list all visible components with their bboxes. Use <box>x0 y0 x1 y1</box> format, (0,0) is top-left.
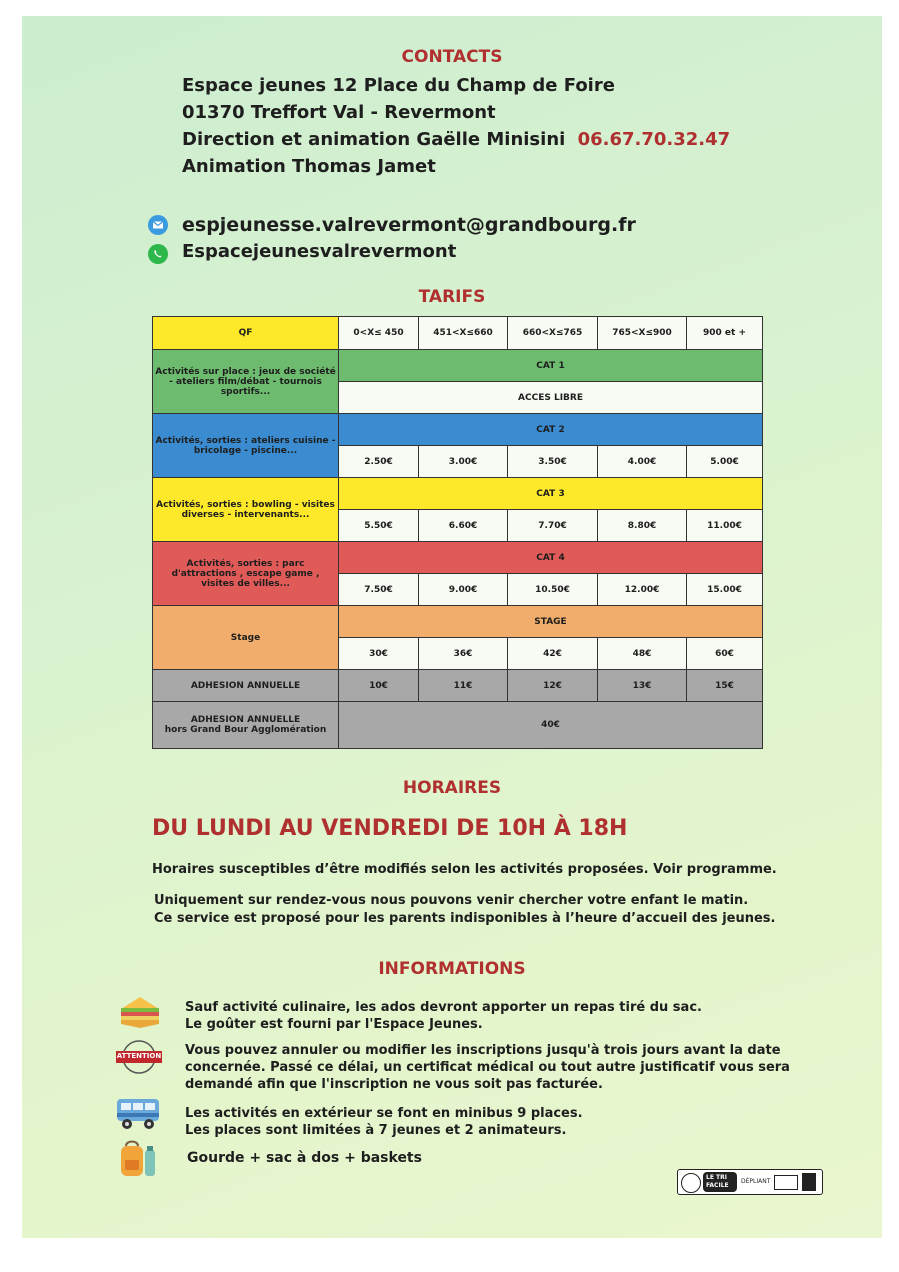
whatsapp-icon <box>148 244 168 264</box>
bracket-header: 660<X≤765 <box>508 317 598 350</box>
tri-badge <box>703 1172 737 1192</box>
category-cell: CAT 1 <box>339 350 763 382</box>
direction-phone[interactable]: 06.67.70.32.47 <box>577 129 731 150</box>
price-cell: 7.50€ <box>339 574 419 606</box>
depliant-label: DÉPLIANT <box>741 1178 771 1185</box>
price-cell: 36€ <box>419 638 508 670</box>
table-header-row <box>153 317 763 350</box>
price-cell: 13€ <box>598 670 687 702</box>
price-cell: 11€ <box>419 670 508 702</box>
price-cell: 9.00€ <box>419 574 508 606</box>
activity-cell: Activités, sorties : ateliers cuisine - bricolage - piscine... <box>153 414 339 478</box>
bracket-header: 765<X≤900 <box>598 317 687 350</box>
sandwich-icon <box>117 991 163 1031</box>
price-cell: 10.50€ <box>508 574 598 606</box>
price-cell: 11.00€ <box>687 510 763 542</box>
price-cell: 8.80€ <box>598 510 687 542</box>
triman-logo <box>677 1169 823 1195</box>
table-row <box>153 414 763 446</box>
bus-line-1: Les activités en extérieur se font en minibus 9 places. <box>185 1106 583 1121</box>
rdv-line-2: Ce service est proposé pour les parents indisponibles à l’heure d’accueil des jeunes. <box>154 911 776 926</box>
repas-line-1: Sauf activité culinaire, les ados devront apporter un repas tiré du sac. <box>185 1000 702 1015</box>
table-row <box>153 670 763 702</box>
price-cell: 42€ <box>508 638 598 670</box>
qf-header: QF <box>153 317 339 350</box>
adhesion-label: ADHESION ANNUELLE <box>153 670 339 702</box>
table-row <box>153 606 763 638</box>
price-cell: 15€ <box>687 670 763 702</box>
table-row <box>153 702 763 749</box>
bus-line-2: Les places sont limitées à 7 jeunes et 2 animateurs. <box>185 1123 567 1138</box>
category-cell: CAT 2 <box>339 414 763 446</box>
activity-cell: Stage <box>153 606 339 670</box>
tri-label-1: LE TRI <box>706 1174 727 1181</box>
category-cell: CAT 3 <box>339 478 763 510</box>
adhesion-hors-line-1: ADHESION ANNUELLE <box>190 715 301 725</box>
price-cell: 7.70€ <box>508 510 598 542</box>
price-cell: 48€ <box>598 638 687 670</box>
attention-icon <box>114 1039 164 1075</box>
email-link[interactable]: espjeunesse.valrevermont@grandbourg.fr <box>182 214 636 236</box>
bracket-header: 900 et + <box>687 317 763 350</box>
bracket-header: 451<X≤660 <box>419 317 508 350</box>
price-cell: 2.50€ <box>339 446 419 478</box>
price-cell: 4.00€ <box>598 446 687 478</box>
adhesion-hors-price: 40€ <box>339 702 763 749</box>
tri-label-2: FACILE <box>706 1182 729 1189</box>
activity-cell: Activités, sorties : bowling - visites diverses - intervenants... <box>153 478 339 542</box>
price-cell: 3.50€ <box>508 446 598 478</box>
triman-icon <box>681 1173 701 1193</box>
annul-line-3: demandé afin que l'inscription ne vous soit pas facturée. <box>185 1077 603 1092</box>
adhesion-hors-label <box>153 702 339 749</box>
category-cell: CAT 4 <box>339 542 763 574</box>
rdv-line-1: Uniquement sur rendez-vous nous pouvons venir chercher votre enfant le matin. <box>154 893 749 908</box>
tarifs-heading: TARIFS <box>418 287 486 307</box>
adhesion-hors-line-2: hors Grand Bour Agglomération <box>164 725 327 735</box>
minibus-icon <box>114 1095 162 1133</box>
table-row <box>153 542 763 574</box>
paper-icon <box>774 1175 798 1190</box>
activity-cell: Activités, sorties : parc d'attractions , escape game , visites de villes... <box>153 542 339 606</box>
bracket-header: 0<X≤ 450 <box>339 317 419 350</box>
acces-libre-cell: ACCES LIBRE <box>339 382 763 414</box>
annul-line-2: concernée. Passé ce délai, un certificat médical ou tout autre justificatif vous sera <box>185 1060 790 1075</box>
activity-cell: Activités sur place : jeux de société - ateliers film/débat - tournois sportifs... <box>153 350 339 414</box>
price-cell: 15.00€ <box>687 574 763 606</box>
annul-line-1: Vous pouvez annuler ou modifier les inscriptions jusqu'à trois jours avant la date <box>185 1043 781 1058</box>
address-line-1: Espace jeunes 12 Place du Champ de Foire <box>182 75 615 96</box>
price-cell: 60€ <box>687 638 763 670</box>
repas-line-2: Le goûter est fourni par l'Espace Jeunes. <box>185 1017 483 1032</box>
price-cell: 5.50€ <box>339 510 419 542</box>
price-cell: 30€ <box>339 638 419 670</box>
contacts-heading: CONTACTS <box>401 47 503 67</box>
mail-icon <box>148 215 168 235</box>
price-cell: 3.00€ <box>419 446 508 478</box>
flyer-page <box>22 16 882 1238</box>
horaires-note: Horaires susceptibles d’être modifiés selon les activités proposées. Voir programme. <box>152 862 777 877</box>
price-cell: 12.00€ <box>598 574 687 606</box>
informations-heading: INFORMATIONS <box>378 959 526 979</box>
backpack-icon <box>117 1136 161 1180</box>
price-cell: 5.00€ <box>687 446 763 478</box>
whatsapp-handle[interactable]: Espacejeunesvalrevermont <box>182 241 457 262</box>
price-cell: 12€ <box>508 670 598 702</box>
address-line-2: 01370 Treffort Val - Revermont <box>182 102 496 123</box>
horaires-heading: HORAIRES <box>402 778 502 798</box>
tarifs-table <box>152 316 763 749</box>
animation-line: Animation Thomas Jamet <box>182 156 436 177</box>
bin-icon <box>802 1173 816 1191</box>
equipement-text: Gourde + sac à dos + baskets <box>187 1150 422 1166</box>
category-cell: STAGE <box>339 606 763 638</box>
table-row <box>153 478 763 510</box>
price-cell: 10€ <box>339 670 419 702</box>
price-cell: 6.60€ <box>419 510 508 542</box>
direction-line <box>182 129 730 150</box>
table-row <box>153 350 763 382</box>
attention-badge-text: ATTENTION <box>116 1052 162 1060</box>
direction-label: Direction et animation Gaëlle Minisini <box>182 129 566 150</box>
horaires-main: DU LUNDI AU VENDREDI DE 10H À 18H <box>152 816 628 841</box>
